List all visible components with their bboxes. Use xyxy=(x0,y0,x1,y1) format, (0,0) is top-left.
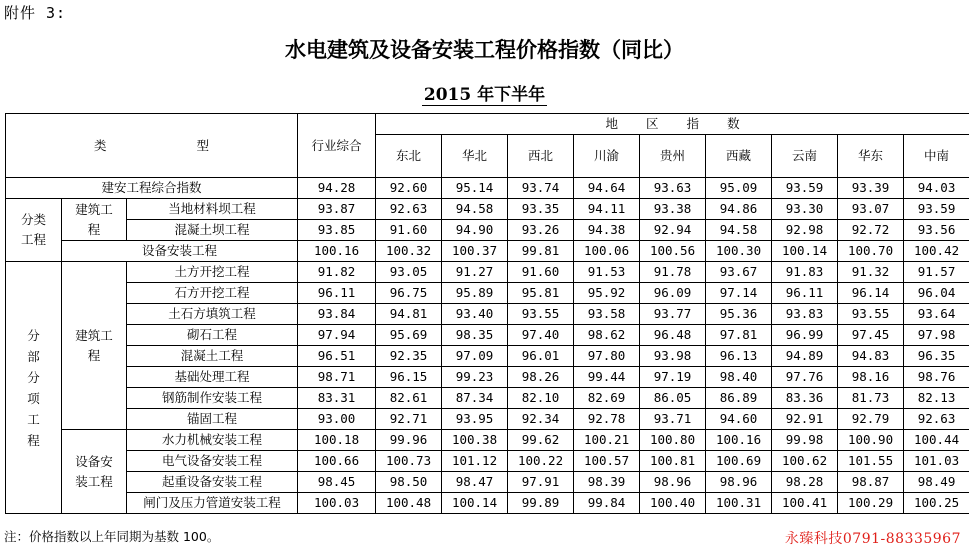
row-label: 电气设备安装工程 xyxy=(127,451,298,472)
value-region-3: 93.55 xyxy=(508,304,574,325)
value-region-6: 98.40 xyxy=(706,367,772,388)
value-region-9: 100.25 xyxy=(904,493,969,514)
row-label: 砌石工程 xyxy=(127,325,298,346)
value-region-7: 96.99 xyxy=(772,325,838,346)
header-region-2: 华北 xyxy=(442,135,508,178)
group-sub-equipment: 设备安装工程 xyxy=(62,430,127,514)
value-region-4: 97.80 xyxy=(574,346,640,367)
header-region-7: 云南 xyxy=(772,135,838,178)
table-row xyxy=(6,325,969,346)
header-region-5: 贵州 xyxy=(640,135,706,178)
table-row xyxy=(6,409,969,430)
row-label: 土石方填筑工程 xyxy=(127,304,298,325)
value-region-8: 91.32 xyxy=(838,262,904,283)
table-row xyxy=(6,346,969,367)
value-region-6: 96.13 xyxy=(706,346,772,367)
header-region-9: 中南 xyxy=(904,135,969,178)
value-region-3: 100.22 xyxy=(508,451,574,472)
attachment-label: 附件 3: xyxy=(4,2,66,23)
value-region-3: 99.62 xyxy=(508,430,574,451)
group-char: 部 xyxy=(6,346,61,367)
value-region-4: 99.84 xyxy=(574,493,640,514)
value-region-2: 99.23 xyxy=(442,367,508,388)
value-region-8: 100.70 xyxy=(838,241,904,262)
value-region-8: 98.16 xyxy=(838,367,904,388)
value-region-2: 101.12 xyxy=(442,451,508,472)
value-region-4: 82.69 xyxy=(574,388,640,409)
header-region-char: 区 xyxy=(646,116,659,131)
value-region-3: 91.60 xyxy=(508,262,574,283)
value-region-9: 93.59 xyxy=(904,199,969,220)
value-industry: 93.00 xyxy=(298,409,376,430)
value-region-1: 92.35 xyxy=(376,346,442,367)
value-region-4: 94.38 xyxy=(574,220,640,241)
value-industry: 93.87 xyxy=(298,199,376,220)
table-row xyxy=(6,178,969,199)
value-region-2: 93.40 xyxy=(442,304,508,325)
value-region-3: 96.01 xyxy=(508,346,574,367)
table-row xyxy=(6,472,969,493)
value-region-8: 92.79 xyxy=(838,409,904,430)
value-region-1: 94.81 xyxy=(376,304,442,325)
group-sub-items xyxy=(6,262,62,514)
value-region-5: 93.38 xyxy=(640,199,706,220)
value-industry: 97.94 xyxy=(298,325,376,346)
row-label: 石方开挖工程 xyxy=(127,283,298,304)
value-region-2: 100.38 xyxy=(442,430,508,451)
value-industry: 100.66 xyxy=(298,451,376,472)
value-region-9: 93.56 xyxy=(904,220,969,241)
row-label: 起重设备安装工程 xyxy=(127,472,298,493)
value-region-7: 93.59 xyxy=(772,178,838,199)
value-region-7: 93.83 xyxy=(772,304,838,325)
value-industry: 98.45 xyxy=(298,472,376,493)
value-region-1: 93.05 xyxy=(376,262,442,283)
value-region-1: 100.73 xyxy=(376,451,442,472)
value-region-5: 100.81 xyxy=(640,451,706,472)
value-region-3: 93.35 xyxy=(508,199,574,220)
value-region-5: 91.78 xyxy=(640,262,706,283)
value-region-9: 96.35 xyxy=(904,346,969,367)
group-char: 分 xyxy=(6,367,61,388)
row-label: 当地材料坝工程 xyxy=(127,199,298,220)
value-region-9: 101.03 xyxy=(904,451,969,472)
value-region-3: 97.40 xyxy=(508,325,574,346)
value-region-1: 98.50 xyxy=(376,472,442,493)
table-row xyxy=(6,199,969,220)
period-text: 2015 年下半年 xyxy=(422,85,547,106)
value-region-8: 94.83 xyxy=(838,346,904,367)
value-region-5: 86.05 xyxy=(640,388,706,409)
value-region-1: 99.96 xyxy=(376,430,442,451)
group-char: 工 xyxy=(6,409,61,430)
value-region-1: 92.71 xyxy=(376,409,442,430)
value-region-1: 92.60 xyxy=(376,178,442,199)
value-region-6: 86.89 xyxy=(706,388,772,409)
value-region-5: 98.96 xyxy=(640,472,706,493)
value-region-8: 100.29 xyxy=(838,493,904,514)
value-region-3: 95.81 xyxy=(508,283,574,304)
value-region-2: 95.14 xyxy=(442,178,508,199)
value-region-4: 99.44 xyxy=(574,367,640,388)
header-type-char-2: 型 xyxy=(197,138,210,153)
value-region-5: 96.48 xyxy=(640,325,706,346)
value-region-9: 98.76 xyxy=(904,367,969,388)
header-region-index xyxy=(376,114,969,135)
value-region-2: 97.09 xyxy=(442,346,508,367)
table-row xyxy=(6,388,969,409)
value-region-3: 82.10 xyxy=(508,388,574,409)
value-region-7: 99.98 xyxy=(772,430,838,451)
value-region-1: 100.48 xyxy=(376,493,442,514)
value-region-5: 100.80 xyxy=(640,430,706,451)
watermark-stamp: 永臻科技0791-88335967 xyxy=(785,528,961,548)
value-region-6: 97.81 xyxy=(706,325,772,346)
value-industry: 100.18 xyxy=(298,430,376,451)
price-index-table xyxy=(5,113,969,514)
value-region-3: 92.34 xyxy=(508,409,574,430)
value-region-7: 93.30 xyxy=(772,199,838,220)
value-region-6: 95.36 xyxy=(706,304,772,325)
period-label xyxy=(0,80,969,105)
value-region-6: 94.58 xyxy=(706,220,772,241)
value-region-2: 94.90 xyxy=(442,220,508,241)
table-row xyxy=(6,493,969,514)
value-region-5: 92.94 xyxy=(640,220,706,241)
value-region-1: 91.60 xyxy=(376,220,442,241)
row-label: 建安工程综合指数 xyxy=(6,178,298,199)
value-region-8: 98.87 xyxy=(838,472,904,493)
value-industry: 96.11 xyxy=(298,283,376,304)
value-region-1: 96.75 xyxy=(376,283,442,304)
value-region-3: 98.26 xyxy=(508,367,574,388)
row-label: 水力机械安装工程 xyxy=(127,430,298,451)
value-region-3: 93.26 xyxy=(508,220,574,241)
value-region-5: 93.77 xyxy=(640,304,706,325)
document-title: 水电建筑及设备安装工程价格指数（同比） xyxy=(0,34,969,64)
value-region-8: 97.45 xyxy=(838,325,904,346)
value-region-8: 93.55 xyxy=(838,304,904,325)
table-row xyxy=(6,430,969,451)
group-char: 项 xyxy=(6,388,61,409)
value-region-4: 94.11 xyxy=(574,199,640,220)
value-region-5: 93.63 xyxy=(640,178,706,199)
value-region-3: 97.91 xyxy=(508,472,574,493)
value-industry: 100.16 xyxy=(298,241,376,262)
header-type xyxy=(6,114,298,178)
value-region-6: 94.60 xyxy=(706,409,772,430)
value-region-7: 100.41 xyxy=(772,493,838,514)
value-region-9: 91.57 xyxy=(904,262,969,283)
header-region-char: 数 xyxy=(727,116,740,131)
value-region-9: 96.04 xyxy=(904,283,969,304)
value-region-9: 97.98 xyxy=(904,325,969,346)
value-region-9: 82.13 xyxy=(904,388,969,409)
value-region-9: 100.42 xyxy=(904,241,969,262)
value-region-6: 100.31 xyxy=(706,493,772,514)
value-region-6: 94.86 xyxy=(706,199,772,220)
value-region-2: 100.14 xyxy=(442,493,508,514)
value-region-7: 97.76 xyxy=(772,367,838,388)
value-region-3: 99.81 xyxy=(508,241,574,262)
value-region-1: 82.61 xyxy=(376,388,442,409)
value-region-5: 93.98 xyxy=(640,346,706,367)
footnote: 注：价格指数以上年同期为基数 100。 xyxy=(4,527,219,545)
value-region-7: 83.36 xyxy=(772,388,838,409)
group-char: 分 xyxy=(6,325,61,346)
value-region-6: 93.67 xyxy=(706,262,772,283)
value-region-4: 92.78 xyxy=(574,409,640,430)
value-region-4: 98.62 xyxy=(574,325,640,346)
value-region-4: 100.21 xyxy=(574,430,640,451)
value-region-7: 98.28 xyxy=(772,472,838,493)
value-region-8: 96.14 xyxy=(838,283,904,304)
value-region-2: 87.34 xyxy=(442,388,508,409)
row-label: 混凝土工程 xyxy=(127,346,298,367)
group-classified-building: 建筑工程 xyxy=(62,199,127,241)
value-industry: 96.51 xyxy=(298,346,376,367)
value-industry: 100.03 xyxy=(298,493,376,514)
value-region-7: 91.83 xyxy=(772,262,838,283)
table-row xyxy=(6,304,969,325)
row-label: 闸门及压力管道安装工程 xyxy=(127,493,298,514)
header-type-char-1: 类 xyxy=(94,138,107,153)
value-region-4: 100.57 xyxy=(574,451,640,472)
value-region-8: 93.07 xyxy=(838,199,904,220)
value-region-5: 100.40 xyxy=(640,493,706,514)
value-region-2: 93.95 xyxy=(442,409,508,430)
row-label: 混凝土坝工程 xyxy=(127,220,298,241)
row-label: 基础处理工程 xyxy=(127,367,298,388)
value-region-4: 100.06 xyxy=(574,241,640,262)
value-region-6: 98.96 xyxy=(706,472,772,493)
value-region-7: 92.98 xyxy=(772,220,838,241)
value-industry: 94.28 xyxy=(298,178,376,199)
table-row xyxy=(6,241,969,262)
value-region-1: 96.15 xyxy=(376,367,442,388)
value-region-7: 92.91 xyxy=(772,409,838,430)
header-region-3: 西北 xyxy=(508,135,574,178)
value-region-9: 98.49 xyxy=(904,472,969,493)
table-row xyxy=(6,283,969,304)
value-region-5: 97.19 xyxy=(640,367,706,388)
table-row xyxy=(6,262,969,283)
value-region-7: 100.62 xyxy=(772,451,838,472)
value-region-6: 100.30 xyxy=(706,241,772,262)
value-region-8: 100.90 xyxy=(838,430,904,451)
value-region-5: 93.71 xyxy=(640,409,706,430)
header-region-char: 地 xyxy=(606,116,619,131)
value-region-2: 94.58 xyxy=(442,199,508,220)
value-region-8: 93.39 xyxy=(838,178,904,199)
value-industry: 98.71 xyxy=(298,367,376,388)
value-region-7: 96.11 xyxy=(772,283,838,304)
value-region-2: 98.47 xyxy=(442,472,508,493)
value-region-8: 101.55 xyxy=(838,451,904,472)
value-region-7: 94.89 xyxy=(772,346,838,367)
value-industry: 93.85 xyxy=(298,220,376,241)
value-region-6: 97.14 xyxy=(706,283,772,304)
value-region-2: 91.27 xyxy=(442,262,508,283)
header-region-4: 川渝 xyxy=(574,135,640,178)
table-row xyxy=(6,220,969,241)
header-region-1: 东北 xyxy=(376,135,442,178)
value-region-5: 96.09 xyxy=(640,283,706,304)
value-industry: 93.84 xyxy=(298,304,376,325)
value-region-2: 98.35 xyxy=(442,325,508,346)
header-region-char: 指 xyxy=(687,116,700,131)
value-region-4: 95.92 xyxy=(574,283,640,304)
header-industry: 行业综合 xyxy=(298,114,376,178)
value-region-1: 92.63 xyxy=(376,199,442,220)
group-classified: 分类工程 xyxy=(6,199,62,262)
value-region-6: 95.09 xyxy=(706,178,772,199)
value-region-9: 94.03 xyxy=(904,178,969,199)
value-region-8: 92.72 xyxy=(838,220,904,241)
group-char: 程 xyxy=(6,430,61,451)
row-label: 土方开挖工程 xyxy=(127,262,298,283)
value-region-3: 93.74 xyxy=(508,178,574,199)
value-industry: 83.31 xyxy=(298,388,376,409)
row-label: 钢筋制作安装工程 xyxy=(127,388,298,409)
value-region-2: 100.37 xyxy=(442,241,508,262)
value-region-9: 92.63 xyxy=(904,409,969,430)
row-label: 锚固工程 xyxy=(127,409,298,430)
value-region-4: 93.58 xyxy=(574,304,640,325)
value-region-4: 91.53 xyxy=(574,262,640,283)
value-region-1: 100.32 xyxy=(376,241,442,262)
value-region-5: 100.56 xyxy=(640,241,706,262)
header-region-8: 华东 xyxy=(838,135,904,178)
value-region-4: 98.39 xyxy=(574,472,640,493)
value-region-1: 95.69 xyxy=(376,325,442,346)
table-row xyxy=(6,451,969,472)
group-sub-building: 建筑工程 xyxy=(62,262,127,430)
value-region-3: 99.89 xyxy=(508,493,574,514)
value-region-6: 100.16 xyxy=(706,430,772,451)
row-label: 设备安装工程 xyxy=(62,241,298,262)
value-region-9: 93.64 xyxy=(904,304,969,325)
value-region-4: 94.64 xyxy=(574,178,640,199)
value-region-8: 81.73 xyxy=(838,388,904,409)
value-industry: 91.82 xyxy=(298,262,376,283)
table-row xyxy=(6,367,969,388)
value-region-9: 100.44 xyxy=(904,430,969,451)
value-region-6: 100.69 xyxy=(706,451,772,472)
value-region-2: 95.89 xyxy=(442,283,508,304)
value-region-7: 100.14 xyxy=(772,241,838,262)
header-region-6: 西藏 xyxy=(706,135,772,178)
